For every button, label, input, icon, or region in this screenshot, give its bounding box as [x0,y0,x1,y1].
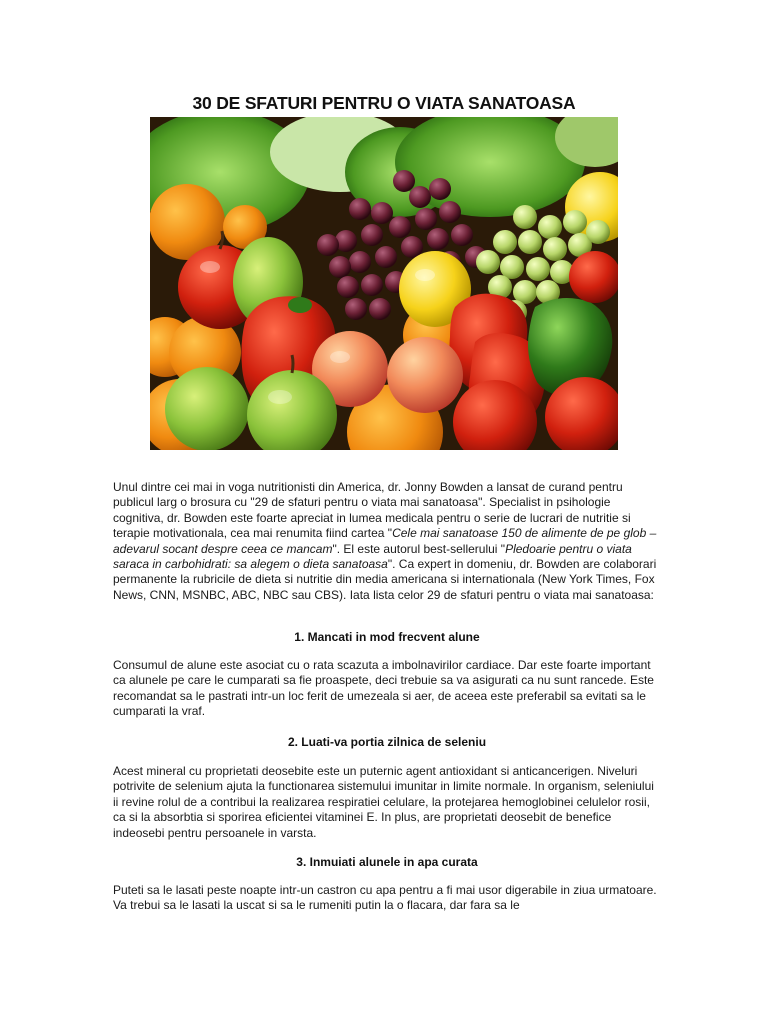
intro-book-title-1: Cele mai sanatoase 150 de alimente de pe glob – adevarul socant despre ceea ce mancam [113,526,657,556]
fruits-vegetables-photo [150,117,618,450]
intro-text-1: Unul dintre cei mai in voga nutritionisti din America, dr. Jonny Bowden a lansat de curand pentru publicul larg o brosura cu "29 de sfaturi pentru o viata mai sanatoasa". Specialist in psihologie cognitiva, dr. Bowden este foarte apreciat in lumea medicala pentru o serie de lucrari de nutritie si terapie motivationala, cea mai renumita fiind cartea " [113,480,631,541]
intro-text-2: ". El este autorul best-sellerului " [332,541,506,556]
section-heading-2: 2. Luati-va portia zilnica de seleniu [287,735,487,749]
section-text-1: Consumul de alune este asociat cu o rata scazuta a imbolnavirilor cardiace. Dar este foarte important ca alunele pe care le cumparati sa fie proaspete, deci trebuie sa va asigurati ca nu sunt rancede. Este recomandat sa le pastrati intr-un loc ferit de umezeala si aer, de aceea este preferabil sa evitati sa le cumparati la vraf. [113,658,654,719]
section-heading-3: 3. Inmuiati alunele in apa curata [296,855,478,869]
intro-book-title-2: Pledoarie pentru o viata saraca in carbohidrati: sa alegem o dieta sanatoasa [113,541,632,572]
intro-paragraph [113,480,661,603]
intro-text-3: ". Ca expert in domeniu, dr. Bowden are colaborari permanente la rubricile de dieta si nutritie din media americana si internationala (New York Times, Fox News, CNN, MSNBC, ABC, NBC sau CBS). Iata lista celor 29 de sfaturi pentru o viata mai sanatoasa: [113,557,657,602]
section-heading-1: 1. Mancati in mod frecvent alune [294,630,480,644]
section-text-3: Puteti sa le lasati peste noapte intr-un castron cu apa pentru a fi mai usor digerabile in ziua urmatoare. Va trebui sa le lasati la uscat si sa le rumeniti putin la o flacara, dar fara sa le [113,883,657,913]
section-text-2: Acest mineral cu proprietati deosebite este un puternic agent antioxidant si anticancerigen. Niveluri potrivite de selenium ajuta la functionarea sistemului imunitar in limite normale. In organism, seleniului ii revine rolul de a contribui la realizarea respiratiei celulare, la protejarea hemoglobinei celulelor rosii, ca si la absorbtia si sporirea eficientei vitaminei E. In plus, are proprietati deosebit de benefice indeosebi pentru persoanele in varsta. [113,764,654,840]
document-title: 30 DE SFATURI PENTRU O VIATA SANATOASA [192,93,576,113]
